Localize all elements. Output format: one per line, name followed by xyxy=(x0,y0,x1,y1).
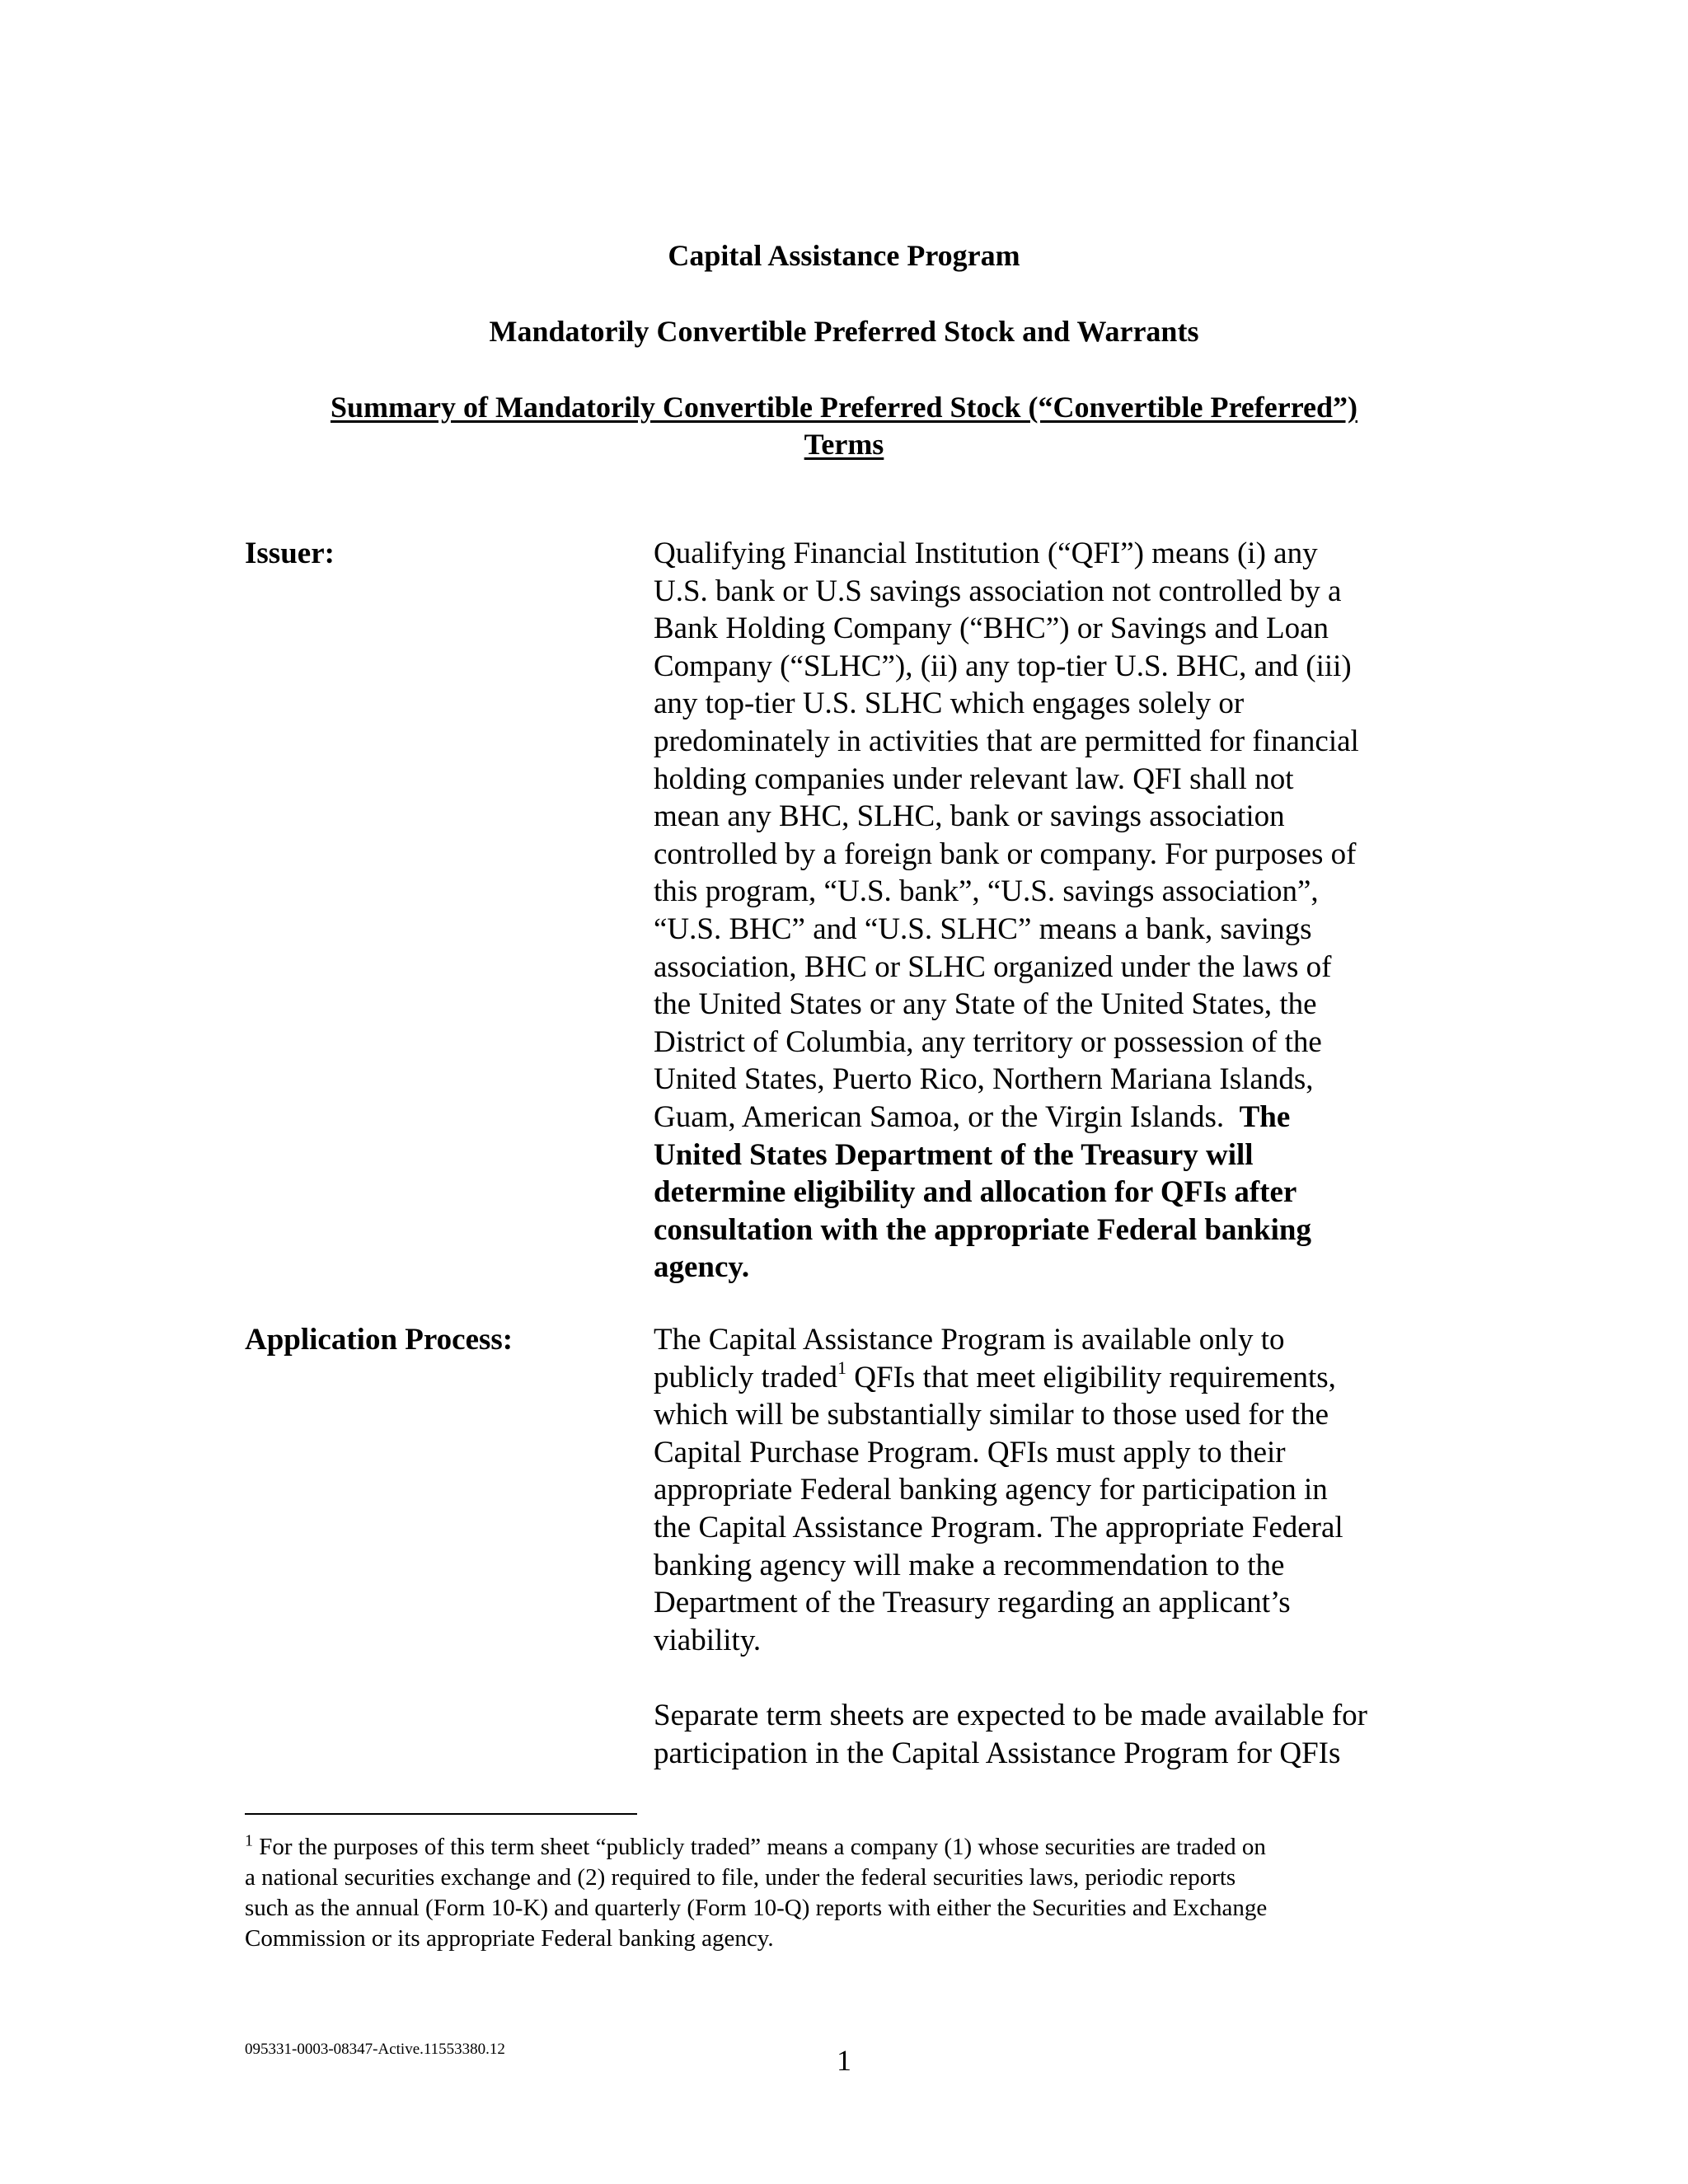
issuer-line: controlled by a foreign bank or company. For purposes of xyxy=(654,837,1357,871)
application-line: Department of the Treasury regarding an applicant’s xyxy=(654,1586,1291,1620)
application-line: the Capital Assistance Program. The appropriate Federal xyxy=(654,1510,1343,1544)
footnote-line: such as the annual (Form 10-K) and quarterly (Form 10-Q) reports with either the Securities and Exchange xyxy=(245,1895,1268,1921)
footnote-reference[interactable]: 1 xyxy=(837,1357,846,1379)
issuer-label: Issuer: xyxy=(245,537,335,570)
footnote-line xyxy=(245,1832,1448,1863)
application-process-definition xyxy=(654,1321,1445,1659)
issuer-line: the United States or any State of the United States, the xyxy=(654,987,1317,1022)
footnote-mark: 1 xyxy=(245,1831,253,1850)
issuer-line-bold: The xyxy=(1239,1099,1291,1134)
application-line: participation in the Capital Assistance Program for QFIs xyxy=(654,1736,1341,1770)
application-process-label: Application Process: xyxy=(245,1323,513,1357)
summary-title-line-1: Summary of Mandatorily Convertible Preferred Stock (“Convertible Preferred”) xyxy=(330,391,1358,424)
term-sheets-paragraph xyxy=(654,1697,1445,1772)
issuer-line: Company (“SLHC”), (ii) any top-tier U.S. BHC, and (iii) xyxy=(654,649,1352,683)
issuer-line-plain: Guam, American Samoa, or the Virgin Islands. xyxy=(654,1099,1240,1134)
issuer-line: United States, Puerto Rico, Northern Mariana Islands, xyxy=(654,1062,1314,1097)
issuer-line: mean any BHC, SLHC, bank or savings association xyxy=(654,799,1285,834)
issuer-line: association, BHC or SLHC organized under the laws of xyxy=(654,949,1332,984)
application-line: viability. xyxy=(654,1623,762,1657)
application-line-rest: QFIs that meet eligibility requirements, xyxy=(846,1360,1336,1394)
application-line: banking agency will make a recommendation to the xyxy=(654,1548,1285,1582)
issuer-line: Qualifying Financial Institution (“QFI”) means (i) any xyxy=(654,537,1318,570)
issuer-definition xyxy=(654,535,1445,1286)
issuer-line: Bank Holding Company (“BHC”) or Savings and Loan xyxy=(654,612,1329,646)
footnote-separator xyxy=(245,1813,637,1815)
treasury-eligibility-statement: determine eligibility and allocation for QFIs after xyxy=(654,1175,1297,1210)
page-number: 1 xyxy=(837,2044,851,2077)
issuer-line: predominately in activities that are permitted for financial xyxy=(654,724,1359,758)
document-id: 095331-0003-08347-Active.11553380.12 xyxy=(245,2041,505,2058)
issuer-line: any top-tier U.S. SLHC which engages solely or xyxy=(654,687,1245,721)
issuer-line: U.S. bank or U.S savings association not controlled by a xyxy=(654,574,1342,608)
publicly-traded-text: publicly traded xyxy=(654,1360,837,1394)
issuer-line: District of Columbia, any territory or possession of the xyxy=(654,1024,1322,1059)
issuer-line: this program, “U.S. bank”, “U.S. savings association”, xyxy=(654,874,1319,909)
treasury-eligibility-statement: consultation with the appropriate Federal banking xyxy=(654,1212,1311,1247)
application-line: appropriate Federal banking agency for participation in xyxy=(654,1473,1328,1507)
application-line: Capital Purchase Program. QFIs must apply to their xyxy=(654,1435,1286,1469)
application-line: Separate term sheets are expected to be made available for xyxy=(654,1699,1367,1732)
issuer-line: holding companies under relevant law. QFI shall not xyxy=(654,762,1294,796)
summary-title-line-2: Terms xyxy=(804,428,884,461)
issuer-line xyxy=(654,1099,1445,1137)
application-line: The Capital Assistance Program is available only to xyxy=(654,1323,1285,1357)
treasury-eligibility-statement: United States Department of the Treasury will xyxy=(654,1137,1254,1172)
footnote-line: Commission or its appropriate Federal banking agency. xyxy=(245,1925,774,1952)
issuer-line: “U.S. BHC” and “U.S. SLHC” means a bank, savings xyxy=(654,912,1312,946)
document-subtitle: Mandatorily Convertible Preferred Stock and Warrants xyxy=(489,315,1199,348)
application-line: which will be substantially similar to those used for the xyxy=(654,1398,1329,1432)
application-line xyxy=(654,1359,1445,1397)
footnote-line: a national securities exchange and (2) required to file, under the federal securities laws, periodic reports xyxy=(245,1864,1236,1891)
treasury-eligibility-statement: agency. xyxy=(654,1250,750,1285)
footnote-text: For the purposes of this term sheet “publicly traded” means a company (1) whose securities are traded on xyxy=(253,1834,1266,1860)
program-title: Capital Assistance Program xyxy=(668,239,1020,272)
footnote xyxy=(245,1832,1448,1954)
